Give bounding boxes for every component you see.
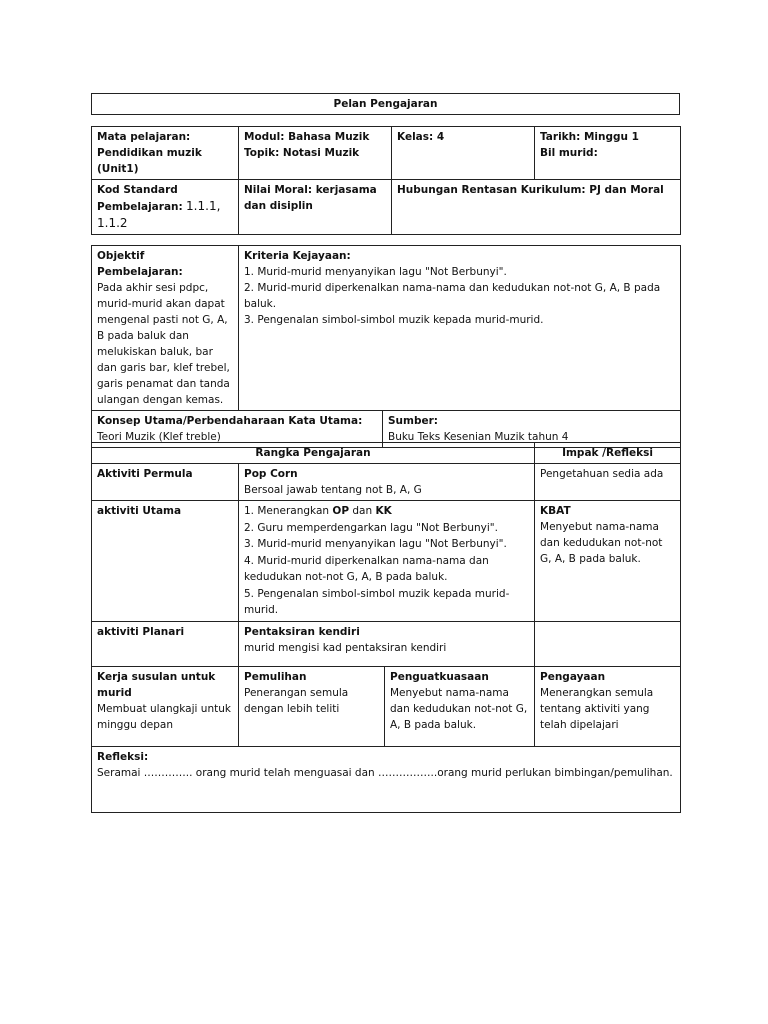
pemulihan-cell (239, 666, 385, 746)
nilai-cell (239, 180, 392, 235)
utama-cell (239, 501, 535, 622)
utama-item: 4. Murid-murid diperkenalkan nama-nama dan kedudukan not-not G, A, B pada baluk. (244, 554, 489, 583)
rangka-header: Rangka Pengajaran (92, 443, 535, 464)
permula-cell (239, 464, 535, 501)
impak-header: Impak /Refleksi (535, 443, 681, 464)
pengukuhan-cell (385, 666, 535, 746)
utama-item (244, 503, 529, 520)
utama-item: 5. Pengenalan simbol-simbol muzik kepada murid-murid. (244, 587, 510, 616)
header-table (91, 126, 681, 235)
susulan-text: Membuat ulangkaji untuk minggu depan (97, 702, 231, 731)
planari-title: Pentaksiran kendiri (244, 625, 360, 638)
permula-label: Aktiviti Permula (92, 464, 239, 501)
planari-text: murid mengisi kad pentaksiran kendiri (244, 641, 447, 654)
pengayaan-text: Menerangkan semula tentang aktiviti yang telah dipelajari (540, 686, 654, 731)
pengukuhan-text: Menyebut nama-nama dan kedudukan not-not G, A, B pada baluk. (390, 686, 528, 731)
pemulihan-label: Pemulihan (244, 670, 307, 683)
sumber-value: Buku Teks Kesenian Muzik tahun 4 (388, 431, 569, 443)
modul-cell (239, 127, 392, 180)
susulan-label: Kerja susulan untuk murid (97, 670, 216, 699)
refleksi-text: Seramai ………….. orang murid telah menguasai dan ……………..orang murid perlukan bimbingan/pemulihan. (97, 766, 673, 779)
refleksi-label: Refleksi: (97, 750, 149, 763)
utama-item: 3. Murid-murid menyanyikan lagu "Not Berbunyi". (244, 538, 507, 550)
pengayaan-label: Pengayaan (540, 670, 606, 683)
kod-value: 1.1.1, 1.1.2 (97, 199, 221, 230)
sumber-label: Sumber: (388, 415, 438, 427)
tarikh: Tarikh: Minggu 1 (540, 131, 639, 143)
kriteria-label: Kriteria Kejayaan: (244, 250, 351, 262)
utama-item-joiner: dan (349, 505, 376, 517)
objektif-label: Objektif Pembelajaran: (97, 250, 183, 278)
refleksi-cell (92, 746, 681, 812)
konsep-label: Konsep Utama/Perbendaharaan Kata Utama: (97, 415, 363, 427)
mata-pelajaran-cell (92, 127, 239, 180)
bil-murid: Bil murid: (540, 147, 598, 159)
mata-label: Mata pelajaran: (97, 131, 191, 143)
rangka-table (91, 442, 681, 813)
kod-label: Kod Standard Pembelajaran: (97, 184, 183, 213)
modul: Modul: Bahasa Muzik (244, 131, 370, 143)
kbat-label: KBAT (540, 505, 571, 517)
planari-cell (239, 621, 535, 666)
hubungan-rentasan: Hubungan Rentasan Kurikulum: PJ dan Moral (397, 184, 664, 196)
planari-impak (535, 621, 681, 666)
kelas: Kelas: 4 (397, 131, 445, 143)
topik: Topik: Notasi Muzik (244, 147, 360, 159)
kelas-cell (392, 127, 535, 180)
pengayaan-cell (535, 666, 681, 746)
utama-label: aktiviti Utama (92, 501, 239, 622)
mata-value: Pendidikan muzik (Unit1) (97, 147, 202, 175)
title-table (91, 93, 680, 115)
kriteria-item: 1. Murid-murid menyanyikan lagu "Not Berbunyi". (244, 266, 507, 278)
kbat-cell (535, 501, 681, 622)
permula-impak: Pengetahuan sedia ada (535, 464, 681, 501)
objektif-table (91, 245, 681, 448)
kriteria-item: 3. Pengenalan simbol-simbol muzik kepada murid-murid. (244, 314, 544, 326)
utama-kk: KK (375, 505, 392, 517)
planari-label: aktiviti Planari (92, 621, 239, 666)
utama-item: 2. Guru memperdengarkan lagu "Not Berbunyi". (244, 521, 498, 534)
pemulihan-text: Penerangan semula dengan lebih teliti (244, 686, 349, 715)
hubungan-cell (392, 180, 681, 235)
tarikh-cell (535, 127, 681, 180)
utama-op: OP (332, 505, 350, 517)
permula-text: Bersoal jawab tentang not B, A, G (244, 484, 422, 496)
utama-item-text: 1. Menerangkan (244, 505, 333, 517)
kbat-text: Menyebut nama-nama dan kedudukan not-not G, A, B pada baluk. (540, 521, 663, 565)
nilai-moral: Nilai Moral: kerjasama dan disiplin (244, 184, 377, 212)
objektif-text: Pada akhir sesi pdpc, murid-murid akan dapat mengenal pasti not G, A, B pada baluk dan melukiskan baluk, bar dan garis bar, klef trebel, garis penamat dan tanda ulangan dengan kemas. (97, 282, 230, 406)
kod-standard-cell (92, 180, 239, 235)
kriteria-item: 2. Murid-murid diperkenalkan nama-nama dan kedudukan not-not G, A, B pada baluk. (244, 282, 661, 310)
objektif-cell (92, 246, 239, 411)
kriteria-cell (239, 246, 681, 411)
konsep-value: Teori Muzik (Klef treble) (97, 431, 221, 443)
page-title: Pelan Pengajaran (92, 94, 680, 115)
susulan-cell (92, 666, 239, 746)
pengukuhan-label: Penguatkuasaan (390, 670, 489, 683)
permula-title: Pop Corn (244, 468, 298, 480)
